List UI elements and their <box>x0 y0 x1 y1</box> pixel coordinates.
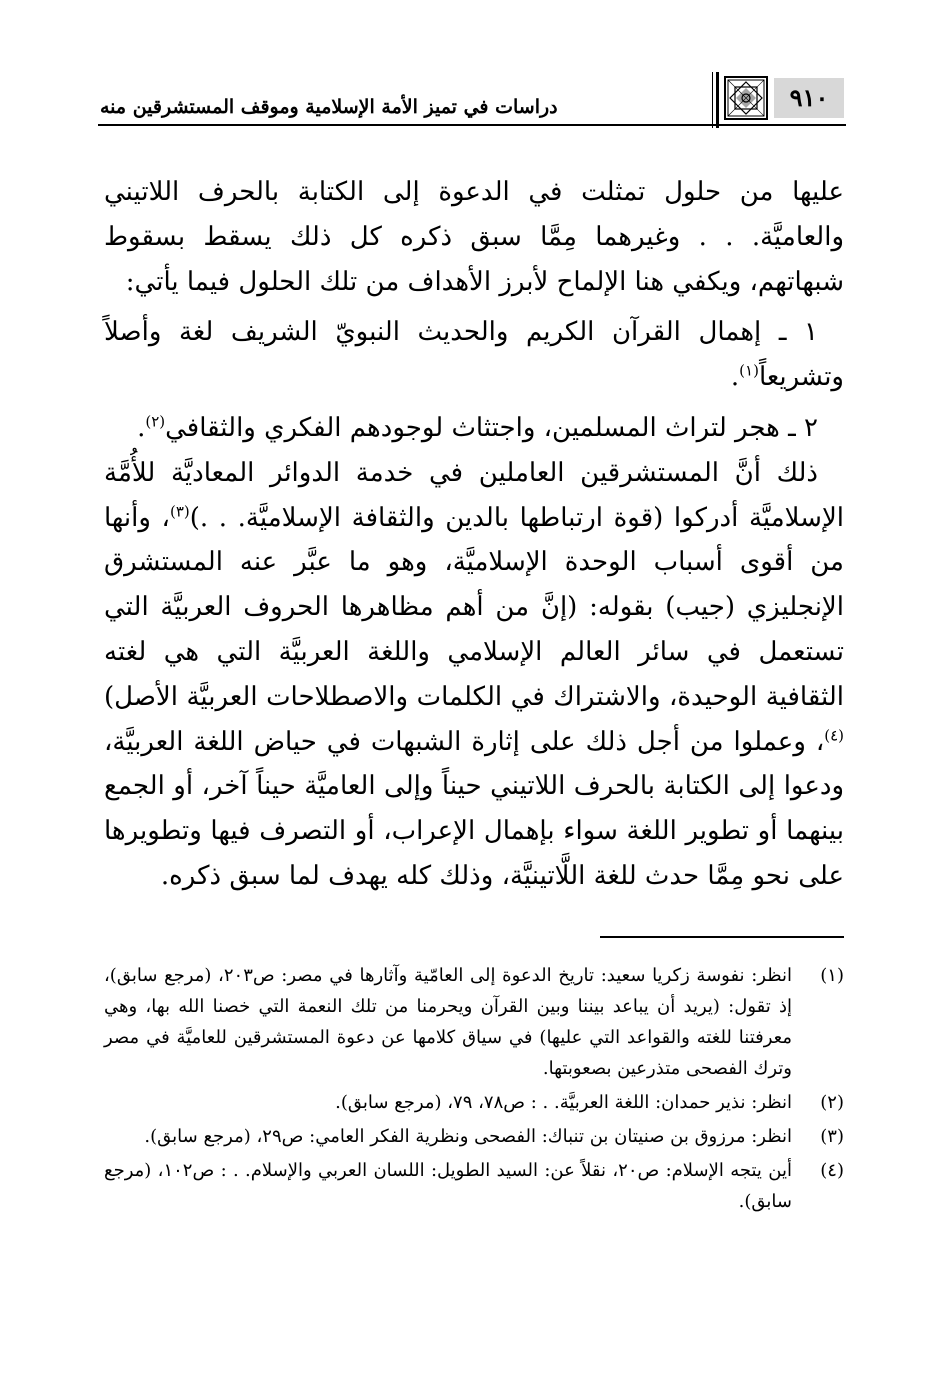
footnote <box>104 1087 844 1118</box>
header-title: دراسات في تميز الأمة الإسلامية وموقف المستشرقين منه <box>100 96 558 118</box>
footnotes <box>104 960 844 1220</box>
footnote <box>104 1155 844 1217</box>
paragraph-text: ذلك أنَّ المستشرقين العاملين في خدمة الدوائر المعاديَّة للأُمَّة الإسلاميَّة أدركوا (قوة ارتباطها بالدين والثقافة الإسلاميَّة. . .) <box>104 457 845 533</box>
footnote-number: (٢) <box>820 1092 844 1113</box>
footnote-ref: (٢) <box>145 412 166 431</box>
ornament-icon <box>724 76 768 120</box>
footnote-number: (٤) <box>820 1160 844 1181</box>
footnote <box>104 960 844 1084</box>
paragraph-text: عليها من حلول تمثلت في الدعوة إلى الكتابة بالحرف اللاتيني والعاميَّة. . . وغيرهما مِمَّا سبق ذكره كل ذلك يسقط بسقوط شبهاتهم، ويكفي هنا الإلماح لأبرز الأهداف من تلك الحلول فيما يأتي: <box>104 177 844 297</box>
footnote-text: انظر: نذير حمدان: اللغة العربيَّة. . : ص٧٨، ٧٩، (مرجع سابق). <box>335 1092 792 1113</box>
list-item-text: ١ ـ إهمال القرآن الكريم والحديث النبويّ الشريف لغة وأصلاً وتشريعاً <box>104 317 844 393</box>
footnote-ref: (٣) <box>169 501 190 520</box>
paragraph <box>104 170 844 304</box>
header-divider <box>716 72 719 128</box>
footnote-separator <box>600 936 844 938</box>
paragraph <box>104 451 844 899</box>
footnote <box>104 1121 844 1152</box>
footnote-number: (٣) <box>820 1126 844 1147</box>
footnote-text: انظر: مرزوق بن صنيتان بن تنباك: الفصحى ونظرية الفكر العامي: ص٢٩، (مرجع سابق). <box>144 1126 792 1147</box>
list-item <box>104 406 844 451</box>
paragraph-text: ، وأنها من أقوى أسباب الوحدة الإسلاميَّة، وهو ما عبَّر عنه المستشرق الإنجليزي (جيب) بقوله: (إنَّ من أهم مظاهرها الحروف العربيَّة التي تستعمل في سائر العالم الإسلامي واللغة العربيَّة التي هي لغته الثقافية الوحيدة، والاشتراك في الكلمات والاصطلاحات العربيَّة الأصل) <box>104 502 844 712</box>
main-text <box>104 170 844 899</box>
footnote-text: أين يتجه الإسلام: ص٢٠، نقلاً عن: السيد الطويل: اللسان العربي والإسلام. . : ص١٠٢، (مرجع سابق). <box>104 1160 792 1212</box>
list-item-text: ٢ ـ هجر لتراث المسلمين، واجتثاث لوجودهم الفكري والثقافي <box>165 412 818 443</box>
list-item <box>104 310 844 400</box>
page-number: ٩١٠ <box>774 78 844 118</box>
footnote-text: انظر: نفوسة زكريا سعيد: تاريخ الدعوة إلى العامّية وآثارها في مصر: ص٢٠٣، (مرجع سابق)، إذ تقول: (يريد أن يباعد بيننا وبين القرآن ويحرمنا من تلك النعمة التي خصنا الله بها، وهي معرفتنا للغته والقواعد التي عليها) في سياق كلامها عن دعوة المستشرقين للعاميَّة في مصر وترك الفصحى متذرعين بصعوبتها. <box>104 965 792 1079</box>
footnote-ref: (٤) <box>824 725 844 744</box>
running-header <box>98 72 846 130</box>
punctuation: . <box>730 362 740 393</box>
header-divider <box>712 72 713 128</box>
footnote-ref: (١) <box>739 361 759 380</box>
punctuation: . <box>137 412 146 443</box>
footnote-number: (١) <box>820 965 844 986</box>
paragraph-text: ، وعملوا من أجل ذلك على إثارة الشبهات في حياض اللغة العربيَّة، ودعوا إلى الكتابة بالحرف اللاتيني حيناً وإلى العاميَّة حيناً آخر، أو الجمع بينهما أو تطوير اللغة سواء بإهمال الإعراب، أو التصرف فيها وتطويرها على نحو مِمَّا حدث للغة اللَّاتينيَّة، وذلك كله يهدف لما سبق ذكره. <box>104 726 844 891</box>
header-rule <box>98 124 846 126</box>
